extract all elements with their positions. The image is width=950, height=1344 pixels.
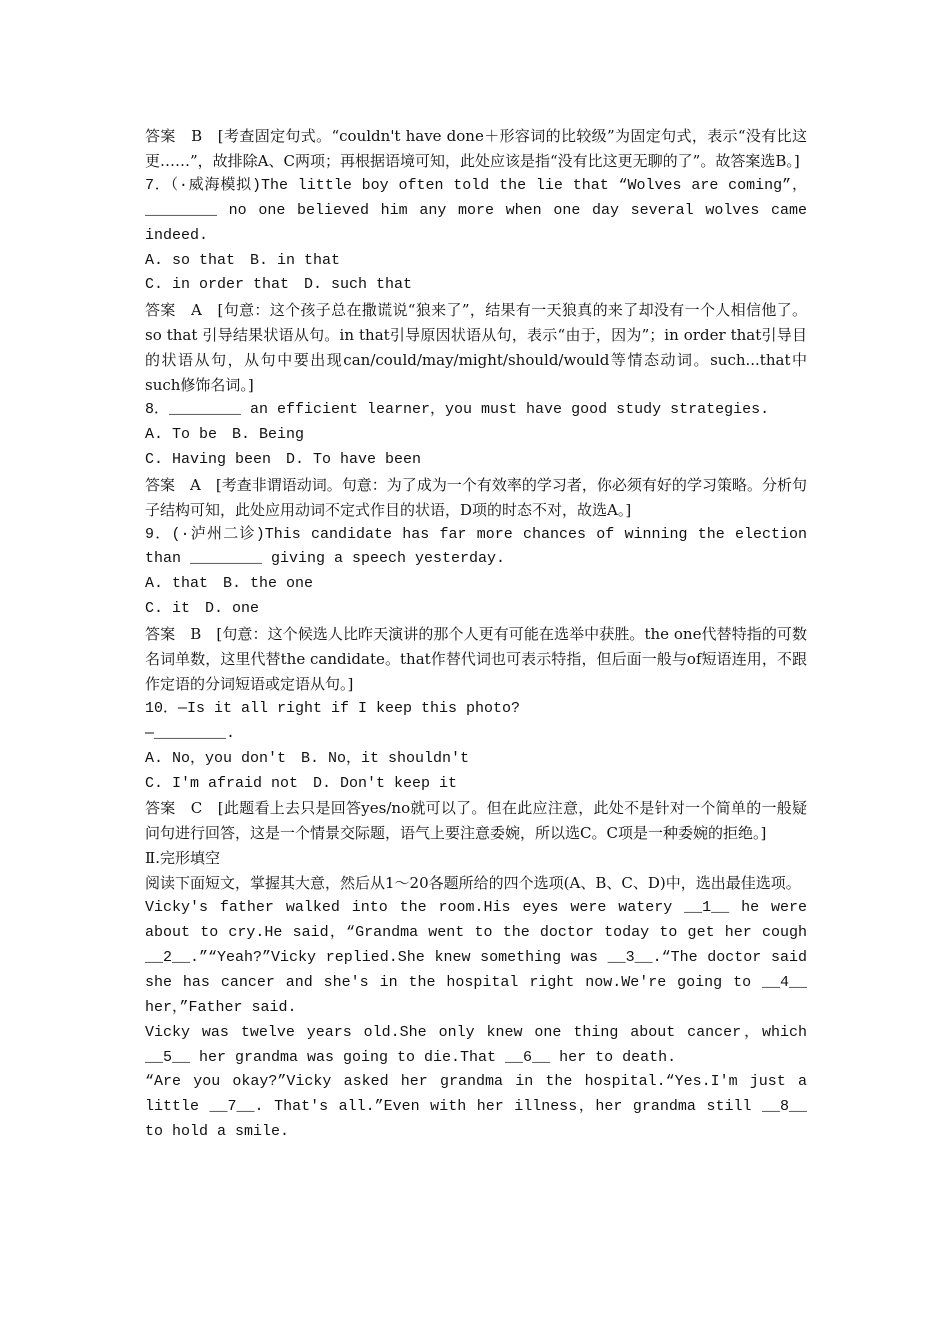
question-7-options-cd: C. in order that D. such that — [145, 276, 413, 294]
question-10-response: —________. — [145, 724, 236, 742]
cloze-instructions: 阅读下面短文，掌握其大意，然后从1～20各题所给的四个选项(A、B、C、D)中，选出最佳选项。 — [145, 874, 801, 893]
cloze-passage-paragraph-2: Vicky was twelve years old.She only knew one thing about cancer，which __5__ her grandma was going to die.That __6__ her to death. — [145, 1023, 807, 1066]
answer-6: 答案 B [考查固定句式。“couldn't have done＋形容词的比较级”为固定句式，表示“没有比这更……”，故排除A、C两项；再根据语境可知，此处应该是指“没有比这更无聊的了”。故答案选B。] — [145, 127, 807, 170]
question-9: 9．(·泸州二诊)This candidate has far more chances of winning the election than ________ giving a speech yesterday. — [145, 525, 807, 568]
question-8-options-ab: A. To be B. Being — [145, 425, 305, 443]
question-10-options-cd: C. I'm afraid not D. Don't keep it — [145, 774, 458, 792]
question-9-options-ab: A. that B. the one — [145, 575, 314, 593]
question-10-options-ab: A. No，you don't B. No，it shouldn't — [145, 749, 470, 767]
section-heading-cloze: Ⅱ.完形填空 — [145, 849, 220, 868]
question-8: 8．________ an efficient learner，you must have good study strategies. — [145, 400, 770, 418]
document-page — [145, 124, 807, 1145]
cloze-passage-paragraph-3: “Are you okay?”Vicky asked her grandma in the hospital.“Yes.I'm just a little __7__. That's all.”Even with her illness，her grandma still __8__ to hold a smile. — [145, 1073, 807, 1141]
answer-10: 答案 C [此题看上去只是回答yes/no就可以了。但在此应注意，此处不是针对一个简单的一般疑问句进行回答，这是一个情景交际题，语气上要注意委婉，所以选C。C项是一种委婉的拒绝。] — [145, 799, 807, 843]
question-8-options-cd: C. Having been D. To have been — [145, 450, 422, 468]
answer-8: 答案 A [考查非谓语动词。句意：为了成为一个有效率的学习者，你必须有好的学习策略。分析句子结构可知，此处应用动词不定式作目的状语，D项的时态不对，故选A。] — [145, 475, 807, 519]
answer-9: 答案 B [句意：这个候选人比昨天演讲的那个人更有可能在选举中获胜。the one代替特指的可数名词单数，这里代替the candidate。that作替代词也可表示特指，但后面一般与of短语连用，不跟作定语的分词短语或定语从句。] — [145, 625, 807, 693]
cloze-passage-paragraph-1: Vicky's father walked into the room.His eyes were watery __1__ he were about to cry.He said，“Grandma went to the doctor today to get her cough __2__.”“Yeah?”Vicky replied.She knew something was __3__.“The doctor said she has cancer and she's in the hospital right now.We're going to __4__ her，”Father said. — [145, 899, 807, 1016]
question-9-options-cd: C. it D. one — [145, 600, 260, 618]
question-10: 10．—Is it all right if I keep this photo? — [145, 699, 521, 717]
question-7: 7．（·威海模拟)The little boy often told the lie that “Wolves are coming”，________ no one believed him any more when one day several wolves came indeed. — [145, 176, 807, 244]
answer-7: 答案 A [句意：这个孩子总在撒谎说“狼来了”，结果有一天狼真的来了却没有一个人相信他了。so that 引导结果状语从句。in that引导原因状语从句，表示“由于，因为”；in order that引导目的状语从句，从句中要出现can/could/may/might/should/would等情态动词。such...that中such修饰名词。] — [145, 301, 807, 395]
question-7-options-ab: A. so that B. in that — [145, 251, 341, 269]
